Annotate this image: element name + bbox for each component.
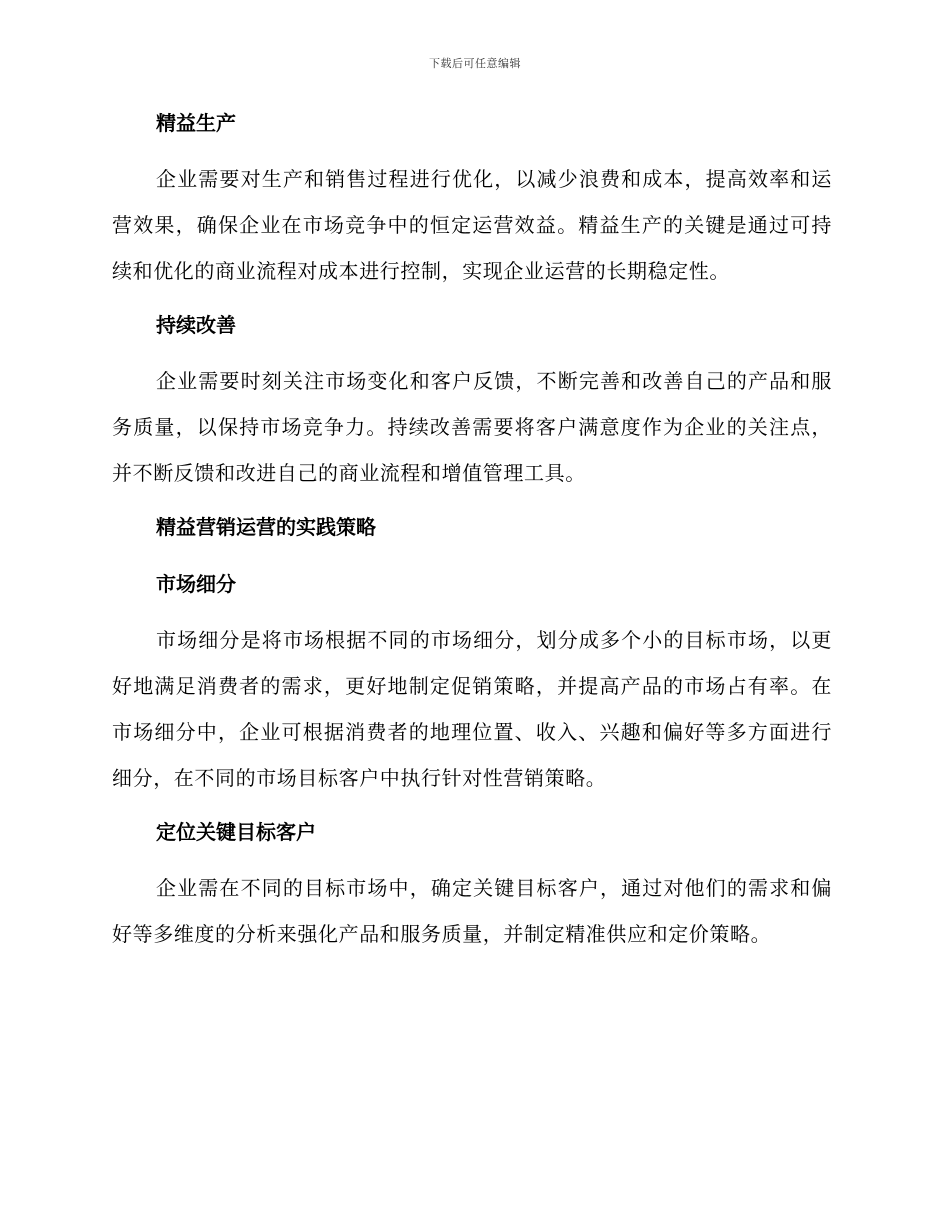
document-body — [112, 108, 832, 957]
section-heading-key-target-customers: 定位关键目标客户 — [156, 820, 316, 844]
section-paragraph-lean-production: 企业需要对生产和销售过程进行优化，以减少浪费和成本，提高效率和运营效果，确保企业在市场竞争中的恒定运营效益。精益生产的关键是通过可持续和优化的商业流程对成本进行控制，实现企业运营的长期稳定性。 — [112, 167, 832, 283]
section-heading-market-segmentation: 市场细分 — [156, 572, 236, 596]
section-paragraph-key-target-customers: 企业需在不同的目标市场中，确定关键目标客户，通过对他们的需求和偏好等多维度的分析来强化产品和服务质量，并制定精准供应和定价策略。 — [112, 876, 832, 946]
section-heading-practice-strategies: 精益营销运营的实践策略 — [156, 515, 376, 539]
section-paragraph-continuous-improvement: 企业需要时刻关注市场变化和客户反馈，不断完善和改善自己的产品和服务质量，以保持市场竞争力。持续改善需要将客户满意度作为企业的关注点，并不断反馈和改进自己的商业流程和增值管理工具。 — [112, 369, 832, 485]
section-heading-lean-production: 精益生产 — [156, 111, 236, 135]
section-heading-continuous-improvement: 持续改善 — [156, 313, 236, 337]
section-paragraph-market-segmentation: 市场细分是将市场根据不同的市场细分，划分成多个小的目标市场，以更好地满足消费者的需求，更好地制定促销策略，并提高产品的市场占有率。在市场细分中，企业可根据消费者的地理位置、收入、兴趣和偏好等多方面进行细分，在不同的市场目标客户中执行针对性营销策略。 — [112, 628, 832, 790]
header-note: 下载后可任意编辑 — [429, 57, 521, 70]
